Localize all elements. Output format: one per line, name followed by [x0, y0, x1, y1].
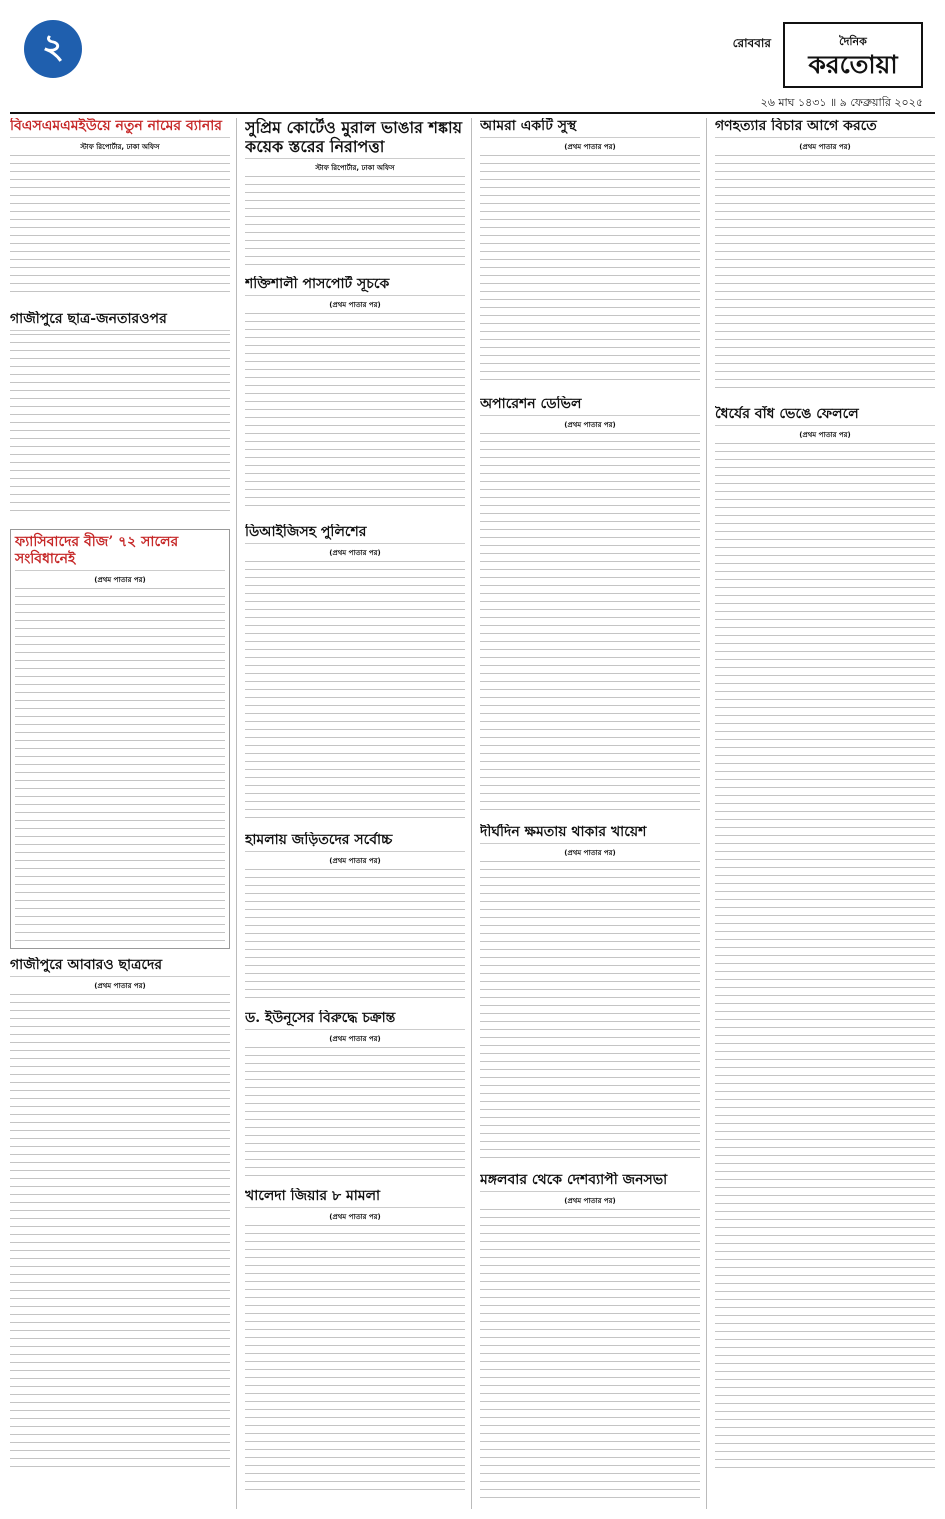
story[interactable]: [715, 406, 935, 1476]
story-headline: আমরা একটি সুস্থ: [480, 118, 700, 138]
story[interactable]: [480, 1172, 700, 1502]
story[interactable]: [480, 118, 700, 388]
column-1: [10, 118, 237, 1509]
story[interactable]: [245, 1010, 465, 1180]
story-headline: গণহত্যার বিচার আগে করতে: [715, 118, 935, 138]
story[interactable]: [245, 832, 465, 1002]
story-byline: (প্রথম পাতার পর): [564, 142, 616, 151]
story-byline: (প্রথম পাতার পর): [799, 430, 851, 439]
story[interactable]: [245, 524, 465, 824]
story-headline: অপারেশন ডেভিল: [480, 396, 700, 416]
story-body: [715, 155, 935, 395]
story[interactable]: [10, 311, 230, 521]
story-byline: (প্রথম পাতার পর): [564, 848, 616, 857]
logo-small-text: দৈনিক: [839, 35, 867, 48]
story-body: [15, 588, 225, 949]
story-byline: (প্রথম পাতার পর): [94, 981, 146, 990]
logo-big-text: করতোয়া: [808, 50, 898, 79]
story-body: [715, 443, 935, 1473]
story-headline: শক্তিশালী পাসপোর্ট সূচকে: [245, 276, 465, 296]
story-body: [480, 433, 700, 813]
story-headline: গাজীপুরে ছাত্র-জনতারওপর: [10, 311, 230, 331]
story-byline: (প্রথম পাতার পর): [329, 1034, 381, 1043]
story[interactable]: [245, 118, 465, 268]
story-body: [245, 1047, 465, 1177]
page-number-badge: ২: [24, 20, 82, 78]
story-body: [245, 313, 465, 513]
story[interactable]: [480, 824, 700, 1164]
story-headline: গাজীপুরে আবারও ছাত্রদের: [10, 957, 230, 977]
story-body: [480, 1209, 700, 1499]
story-body: [245, 869, 465, 999]
story-headline: মঙ্গলবার থেকে দেশব্যাপী জনসভা: [480, 1172, 700, 1192]
masthead: [10, 8, 935, 118]
story[interactable]: [245, 1188, 465, 1498]
story-byline: (প্রথম পাতার পর): [564, 420, 616, 429]
article-columns: [10, 118, 935, 1509]
column-4: [715, 118, 935, 1509]
story-body: [480, 861, 700, 1161]
story[interactable]: [715, 118, 935, 398]
story-byline: (প্রথম পাতার পর): [94, 575, 146, 584]
story-headline: ড. ইউনূসের বিরুদ্ধে চক্রান্ত: [245, 1010, 465, 1030]
story-byline: (প্রথম পাতার পর): [799, 142, 851, 151]
story-headline: সুপ্রিম কোর্টেও মুরাল ভাঙার শঙ্কায় কয়েক স্তরের নিরাপত্তা: [245, 118, 465, 159]
column-2: [245, 118, 472, 1509]
story-headline: ধৈর্যের বাঁধ ভেঙে ফেললে: [715, 406, 935, 426]
story-byline: (প্রথম পাতার পর): [329, 548, 381, 557]
story-body: [245, 1225, 465, 1495]
story-body: [245, 176, 465, 266]
masthead-divider: [10, 112, 935, 114]
story-byline: (প্রথম পাতার পর): [564, 1196, 616, 1205]
story-headline: ডিআইজিসহ পুলিশের: [245, 524, 465, 544]
day-label: রোববার: [732, 36, 771, 50]
story-body: [480, 155, 700, 385]
newspaper-logo: [783, 22, 923, 88]
story[interactable]: [245, 276, 465, 516]
story-body: [10, 334, 230, 514]
story-byline: স্টাফ রিপোর্টার, ঢাকা অফিস: [315, 164, 395, 173]
story-body: [10, 994, 230, 1474]
story-headline: বিএসএমএমইউয়ে নতুন নামের ব্যানার: [10, 118, 230, 138]
story-headline: ফ্যাসিবাদের বীজ’ ৭২ সালের সংবিধানেই: [15, 534, 225, 571]
story[interactable]: [10, 957, 230, 1487]
story[interactable]: [10, 118, 230, 303]
story-byline: (প্রথম পাতার পর): [329, 300, 381, 309]
story[interactable]: [10, 529, 230, 949]
story-byline: (প্রথম পাতার পর): [329, 1212, 381, 1221]
story-byline: স্টাফ রিপোর্টার, ঢাকা অফিস: [80, 142, 160, 151]
story-byline: (প্রথম পাতার পর): [329, 856, 381, 865]
story-body: [10, 155, 230, 295]
story[interactable]: [480, 396, 700, 816]
story-headline: হামলায় জড়িতদের সর্বোচ্চ: [245, 832, 465, 852]
issue-date: ২৬ মাঘ ১৪৩১ ॥ ৯ ফেব্রুয়ারি ২০২৫: [760, 96, 923, 109]
story-body: [245, 561, 465, 821]
story-headline: দীর্ঘদিন ক্ষমতায় থাকার খায়েশ: [480, 824, 700, 844]
story-headline: খালেদা জিয়ার ৮ মামলা: [245, 1188, 465, 1208]
column-3: [480, 118, 707, 1509]
